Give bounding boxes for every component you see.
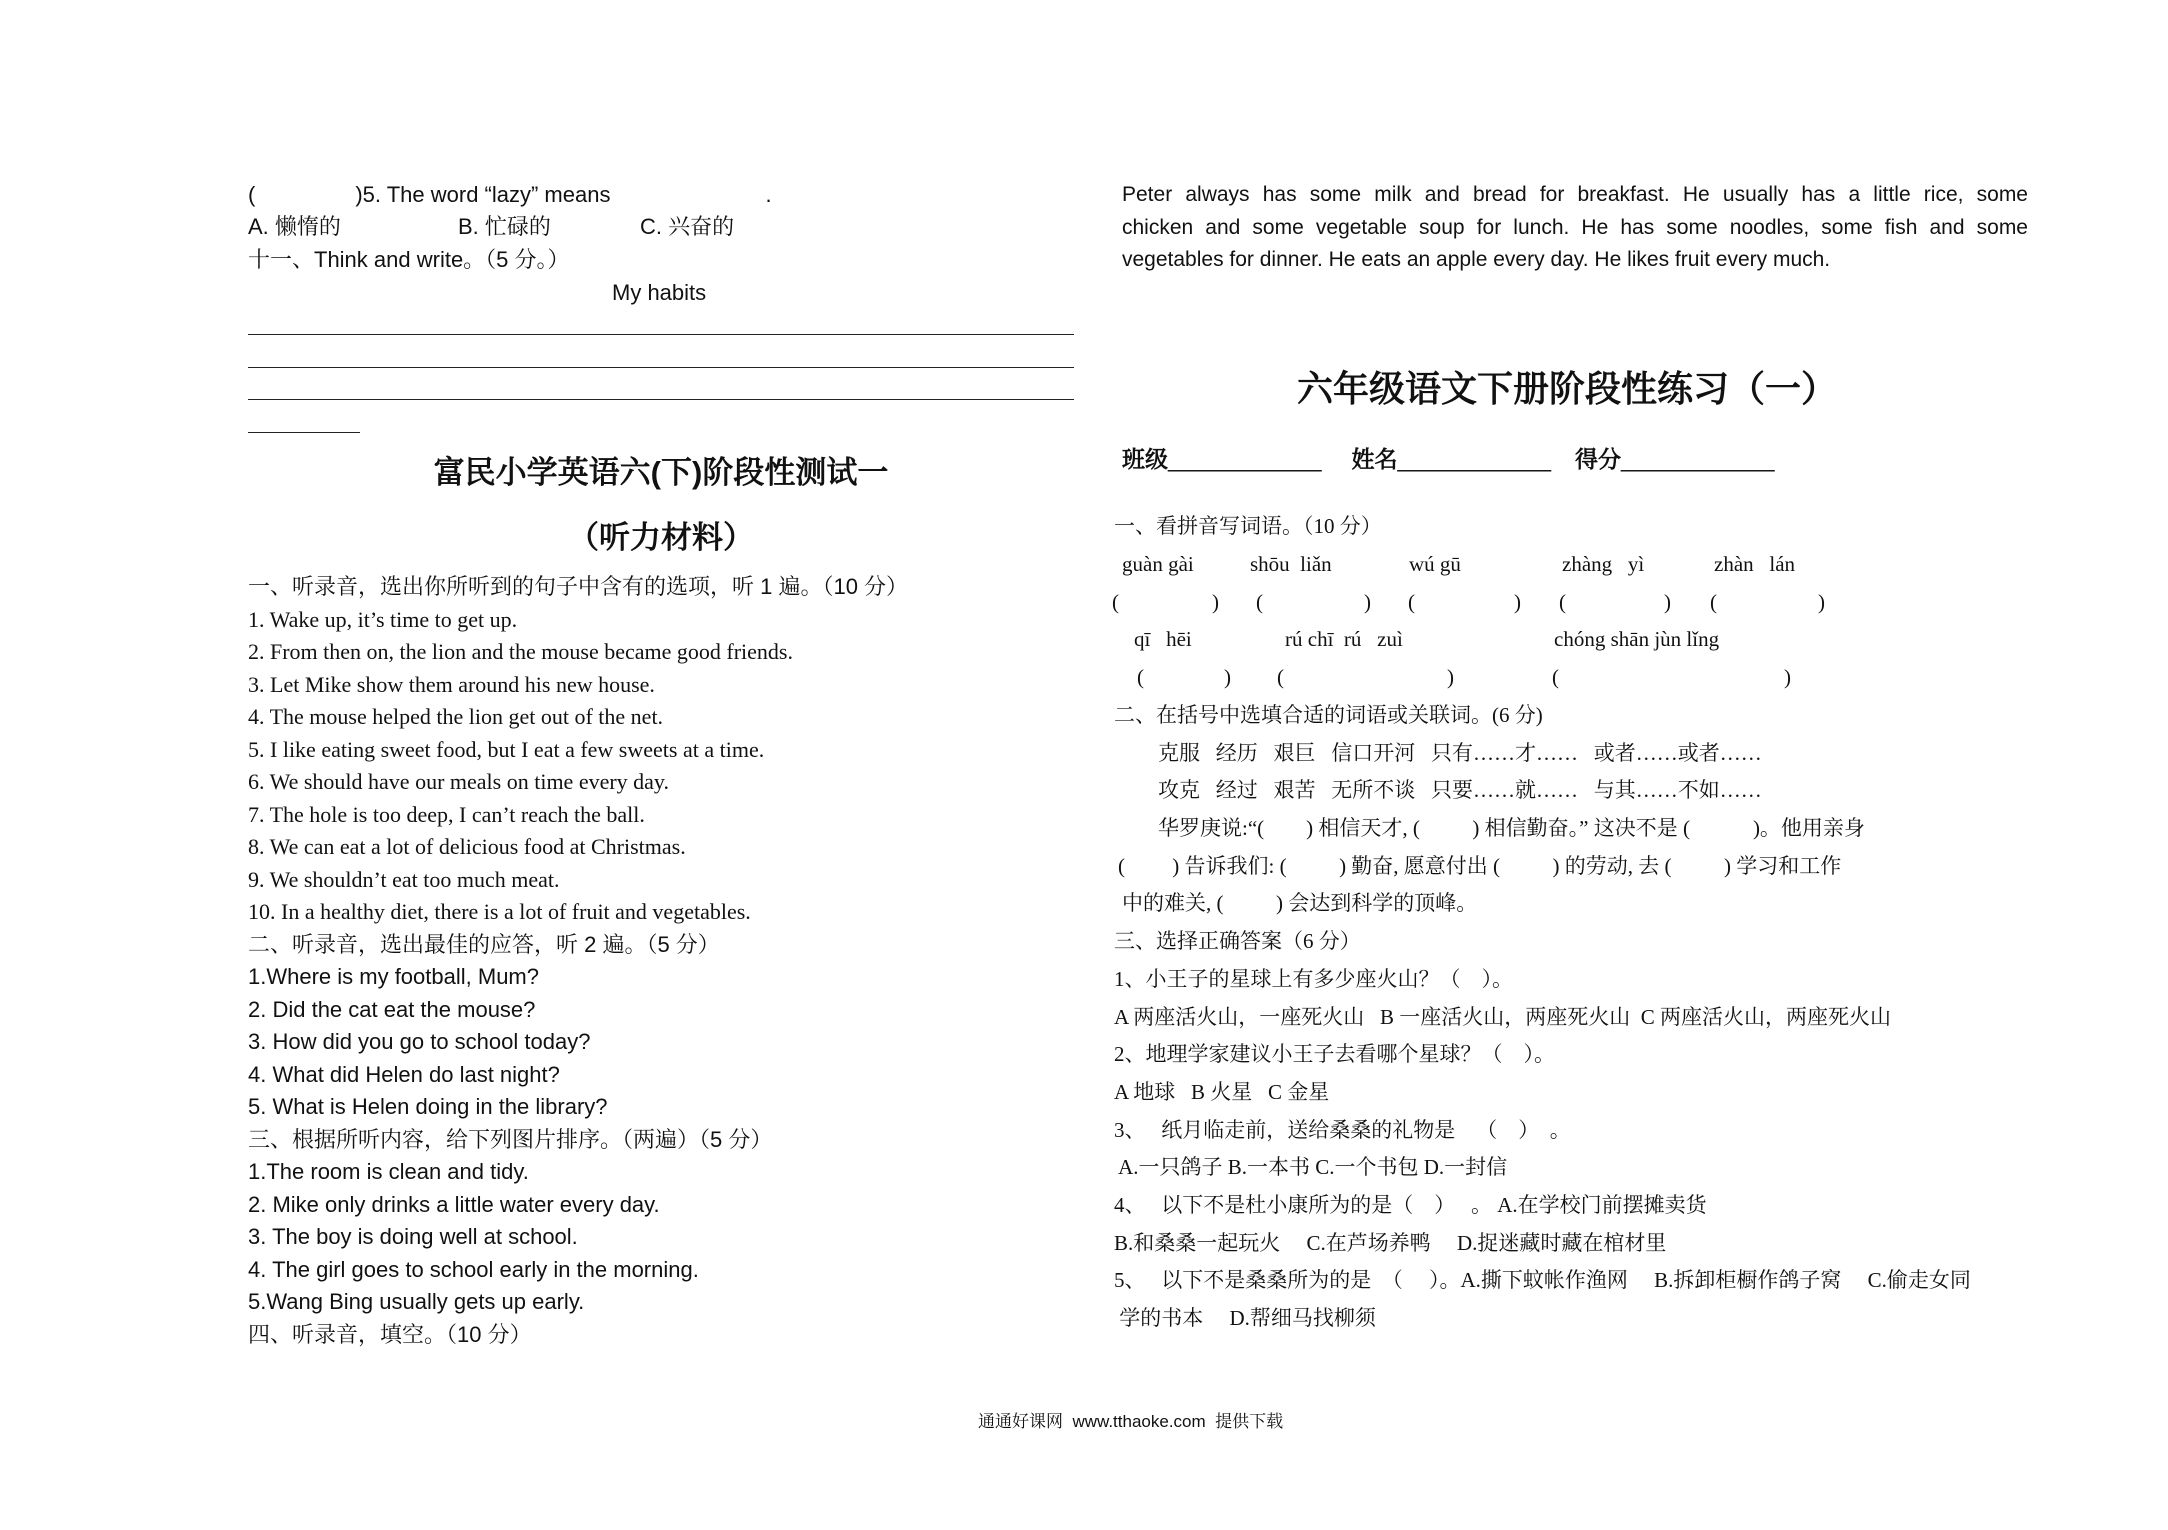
section-heading: 三、根据所听内容，给下列图片排序。（两遍）（5 分） [248,1126,773,1152]
english-test-title: 富民小学英语六(下)阶段性测试一 [433,455,889,490]
class-label: 班级 [1122,446,1168,472]
chinese-test-title: 六年级语文下册阶段性练习（一） [1296,368,1837,409]
question: 2、地理学家建议小王子去看哪个星球？（ ）。 [1114,1042,1555,1067]
answer-blank-open: ( [248,182,256,207]
writing-line[interactable] [248,334,1074,335]
list-item: 5. What is Helen doing in the library? [248,1094,608,1119]
name-label: 姓名 [1351,446,1398,472]
list-item: 5. I like eating sweet food, but I eat a few sweets at a time. [248,736,765,762]
list-item: 10. In a healthy diet, there is a lot of fruit and vegetables. [248,899,751,924]
list-item: 6. We should have our meals on time every day. [248,769,670,794]
list-item: 5.Wang Bing usually gets up early. [248,1289,585,1314]
english-test-subtitle: （听力材料） [568,520,754,555]
list-item: 8. We can eat a lot of delicious food at Christmas. [248,834,686,859]
score-field[interactable]: ____________ [1621,446,1775,472]
question-5-text: )5. The word “lazy” means [355,182,611,207]
question: 1、小王子的星球上有多少座火山？（ ）。 [1114,966,1513,991]
answer-options: A.一只鸽子 B.一本书 C.一个书包 D.一封信 [1114,1155,1508,1180]
list-item: 7. The hole is too deep, I can’t reach the ball. [248,801,645,827]
pinyin: zhàn lán [1714,552,1796,576]
answer-options: A 地球 B 火星 C 金星 [1114,1079,1330,1104]
question-5 [248,179,772,212]
pinyin-row-2 [1112,621,2042,659]
reading-passage [1122,179,2028,277]
pinyin-row-1 [1112,546,2042,584]
list-item: 3. Let Mike show them around his new house. [248,671,655,697]
footer-watermark: 通通好课网 www.tthaoke.com 提供下载 [978,1412,1284,1431]
answer-options: B.和桑桑一起玩火 C.在芦场养鸭 D.捉迷藏时藏在棺材里 [1114,1230,1667,1255]
section-1-heading: 一、看拼音写词语。（10 分） [1114,514,1382,538]
list-item: 2. From then on, the lion and the mouse became good friends. [248,639,793,664]
section-2-heading: 二、在括号中选填合适的词语或关联词。(6 分) [1114,703,1543,727]
name-field[interactable]: ____________ [1397,446,1551,472]
option-b: B. 忙碌的 [458,214,551,239]
word-bank: 克服 经历 艰巨 信口开河 只有……才…… 或者……或者…… [1158,740,1762,765]
list-item: 4. The girl goes to school early in the morning. [248,1256,699,1282]
pinyin: qī hēi [1134,627,1192,651]
option-c: C. 兴奋的 [640,214,735,239]
answer-options: 学的书本 D.帮细马找柳须 [1114,1306,1376,1330]
answer-options: A 两座活火山，一座死火山 B 一座活火山，两座死火山 C 两座活火山，两座死火山 [1114,1004,1892,1029]
list-item: 4. What did Helen do last night? [248,1061,560,1087]
pinyin: wú gū [1409,552,1461,576]
section-11-heading: 十一、Think and write。（5 分。） [248,247,570,272]
section-3-heading: 三、选择正确答案（6 分） [1114,929,1361,954]
word-bank: 攻克 经过 艰苦 无所不谈 只要……就…… 与其……不如…… [1158,778,1762,803]
section-heading: 四、听录音，填空。（10 分） [248,1321,532,1347]
list-item: 1.Where is my football, Mum? [248,964,539,989]
list-item: 3. How did you go to school today? [248,1029,591,1054]
list-item: 1. Wake up, it’s time to get up. [248,606,518,632]
student-info [1122,442,1775,476]
writing-line[interactable] [248,432,360,433]
passage-line: chicken and some vegetable soup for lunch. He has some noodles, some fish and some [1122,215,2028,239]
writing-line[interactable] [248,367,1074,368]
section-heading: 一、听录音，选出你所听到的句子中含有的选项，听 1 遍。（10 分） [248,574,909,599]
essay-title: My habits [612,280,707,305]
pinyin: chóng shān jùn lǐng [1554,627,1720,651]
list-item: 1.The room is clean and tidy. [248,1159,529,1184]
option-a: A. 懒惰的 [248,214,341,239]
passage-line: vegetables for dinner. He eats an apple every day. He likes fruit every much. [1122,248,1831,271]
question: 3、 纸月临走前，送给桑桑的礼物是 （ ） 。 [1114,1117,1571,1142]
list-item: 2. Mike only drinks a little water every day. [248,1191,660,1217]
score-label: 得分 [1575,446,1621,472]
question-5-options [248,211,948,244]
list-item: 4. The mouse helped the lion get out of the net. [248,704,664,729]
question-5-period: . [765,182,772,207]
fill-in-passage: 华罗庚说:“( ) 相信天才, ( ) 相信勤奋。” 这决不是 ( )。他用亲身 [1158,816,1865,841]
class-field[interactable]: ____________ [1168,446,1322,472]
answer-brackets-row-1[interactable]: ( ) ( ) ( ) ( ) ( ) [1112,590,1825,614]
pinyin: shōu liǎn [1250,552,1332,576]
pinyin: rú chī rú zuì [1285,627,1403,651]
section-heading: 二、听录音，选出最佳的应答，听 2 遍。（5 分） [248,931,720,957]
listening-material [248,571,1078,1351]
passage-line: Peter always has some milk and bread for breakfast. He usually has a little rice, some [1122,183,2028,206]
list-item: 3. The boy is doing well at school. [248,1224,578,1249]
list-item: 9. We shouldn’t eat too much meat. [248,866,560,892]
fill-in-passage: 中的难关, ( ) 会达到科学的顶峰。 [1122,891,1478,916]
answer-brackets-row-2[interactable]: ( ) ( ) ( ) [1137,665,1791,689]
pinyin: zhàng yì [1562,552,1645,576]
question: 4、 以下不是杜小康所为的是（ ） 。 A.在学校门前摆摊卖货 [1114,1192,1707,1217]
list-item: 2. Did the cat eat the mouse? [248,996,536,1022]
pinyin: guàn gài [1122,552,1194,576]
chinese-exercises [1114,697,2034,1338]
fill-in-passage: ( ) 告诉我们: ( ) 勤奋, 愿意付出 ( ) 的劳动, 去 ( ) 学习和工作 [1118,853,1842,878]
question: 5、 以下不是桑桑所为的是 （ ）。A.撕下蚊帐作渔网 B.拆卸柜橱作鸽子窝 C.偷走女同 [1114,1268,1971,1293]
writing-line[interactable] [248,399,1074,400]
